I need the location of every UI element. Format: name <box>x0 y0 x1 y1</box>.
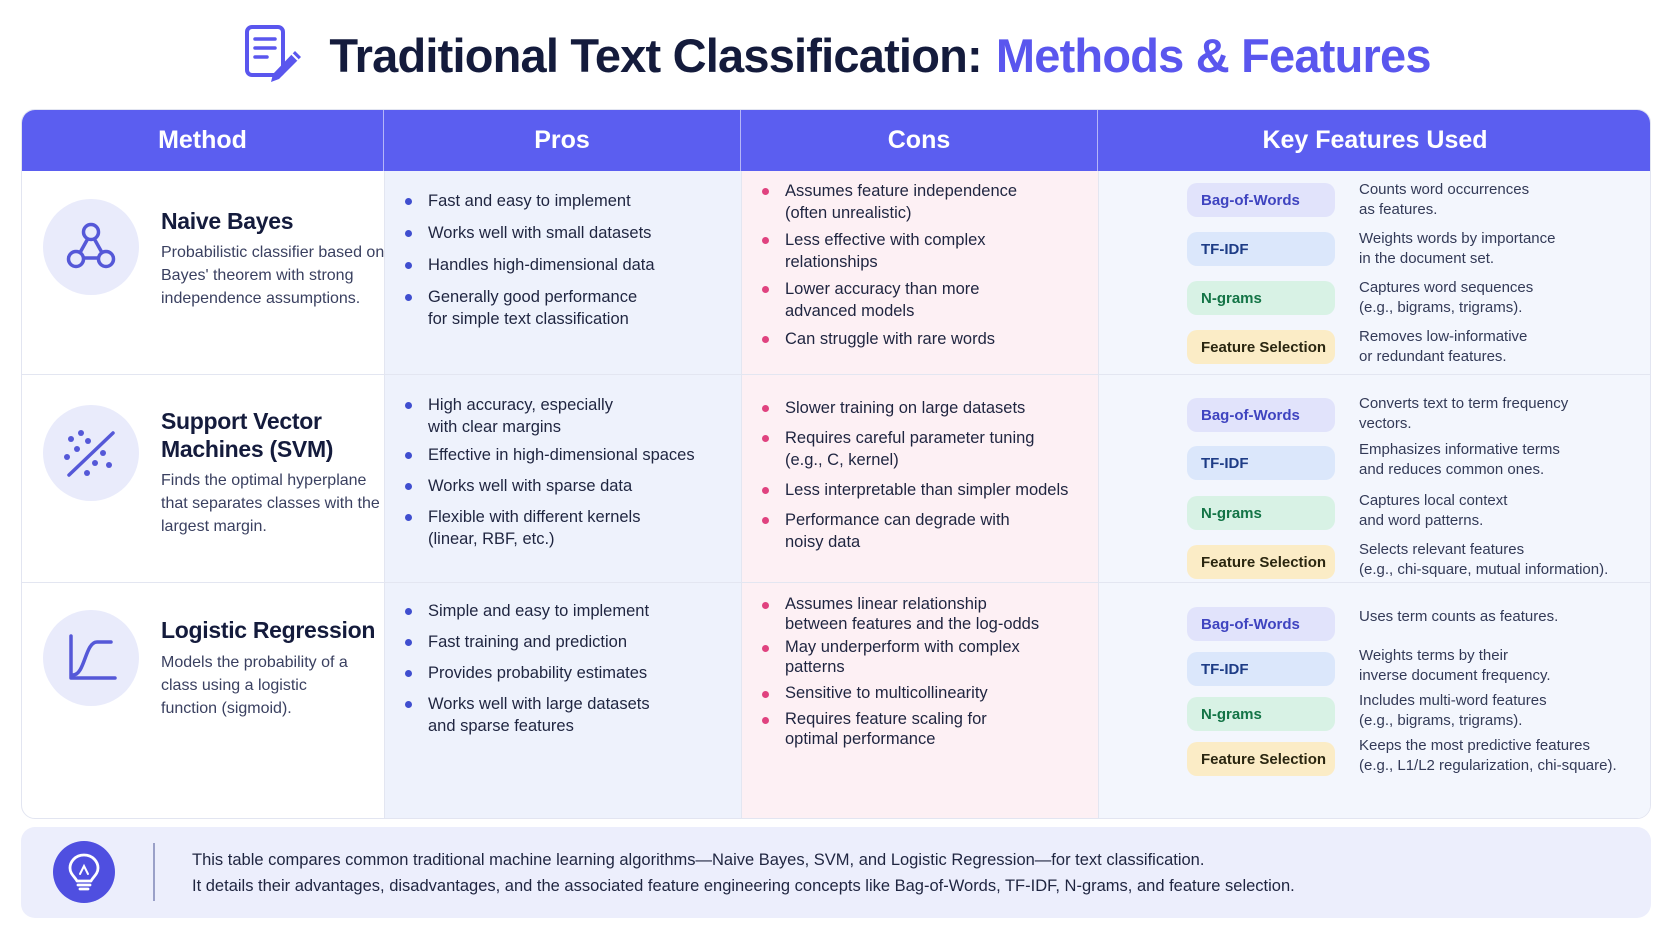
list-item: Effective in high-dimensional spaces <box>402 444 737 466</box>
list-item: Handles high-dimensional data <box>402 254 732 276</box>
feature-pill-tf-idf: TF-IDF <box>1187 652 1335 686</box>
pros-list <box>402 190 732 330</box>
cons-list <box>759 397 1094 553</box>
feature-description: Weights words by importance in the document set. <box>1359 230 1556 267</box>
list-item: Works well with small datasets <box>402 222 732 244</box>
list-item: High accuracy, especially with clear margins <box>402 394 737 438</box>
feature-description: Counts word occurrences as features. <box>1359 181 1530 218</box>
list-item: Requires careful parameter tuning (e.g., C, kernel) <box>759 427 1094 471</box>
feature-row <box>1187 541 1627 584</box>
sigmoid-curve-icon <box>43 610 139 706</box>
list-item: Simple and easy to implement <box>402 600 737 622</box>
feature-description: Removes low-informative or redundant features. <box>1359 328 1528 365</box>
list-item: Less effective with complex relationships <box>759 229 1094 273</box>
row-divider <box>22 374 1650 375</box>
list-item: Can struggle with rare words <box>759 328 1094 350</box>
list-item: Sensitive to multicollinearity <box>759 683 1094 703</box>
footer-divider <box>153 843 155 901</box>
feature-row <box>1187 396 1627 436</box>
method-description: Probabilistic classifier based on Bayes' theorem with strong independence assumptions. <box>161 244 385 307</box>
method-name-svm: Support Vector Machines (SVM) <box>161 408 334 462</box>
footer-line-2: It details their advantages, disadvantages, and the associated feature engineering concepts like Bag-of-Words, TF-IDF, N-grams, and feature selection. <box>192 877 1295 895</box>
feature-description: Captures word sequences (e.g., bigrams, trigrams). <box>1359 279 1534 316</box>
cons-list <box>759 594 1094 749</box>
feature-pill-tf-idf: TF-IDF <box>1187 446 1335 480</box>
feature-description: Emphasizes informative terms and reduces common ones. <box>1359 441 1560 478</box>
feature-pill-bag-of-words: Bag-of-Words <box>1187 607 1335 641</box>
header-method: Method <box>22 110 384 171</box>
column-divider <box>1098 171 1099 818</box>
header-key-features: Key Features Used <box>1262 126 1488 154</box>
cons-list <box>759 180 1094 350</box>
feature-pill-bag-of-words: Bag-of-Words <box>1187 183 1335 217</box>
feature-row <box>1187 278 1627 318</box>
feature-pill-n-grams: N-grams <box>1187 697 1335 731</box>
table-header <box>22 110 1650 171</box>
lightbulb-icon <box>53 841 115 903</box>
list-item: May underperform with complex patterns <box>759 637 1094 677</box>
feature-description: Weights terms by their inverse document frequency. <box>1359 647 1551 684</box>
feature-row <box>1187 327 1627 367</box>
list-item: Lower accuracy than more advanced models <box>759 278 1094 322</box>
feature-pill-feature-selection: Feature Selection <box>1187 742 1335 776</box>
feature-pill-feature-selection: Feature Selection <box>1187 330 1335 364</box>
list-item: Fast and easy to implement <box>402 190 732 212</box>
document-edit-icon <box>241 22 307 88</box>
method-description: Models the probability of a class using a logistic function (sigmoid). <box>161 654 348 717</box>
list-item: Provides probability estimates <box>402 662 737 684</box>
feature-row <box>1187 607 1627 647</box>
feature-description: Captures local context and word patterns. <box>1359 492 1508 529</box>
feature-row <box>1187 180 1627 220</box>
header-pros: Pros <box>384 110 741 171</box>
list-item: Works well with large datasets and sparse features <box>402 693 737 737</box>
feature-row <box>1187 737 1627 782</box>
pros-list <box>402 600 737 737</box>
list-item: Requires feature scaling for optimal performance <box>759 709 1094 749</box>
method-description: Finds the optimal hyperplane that separates classes with the largest margin. <box>161 472 380 535</box>
list-item: Assumes feature independence (often unrealistic) <box>759 180 1094 224</box>
feature-pill-tf-idf: TF-IDF <box>1187 232 1335 266</box>
feature-pill-feature-selection: Feature Selection <box>1187 545 1335 579</box>
feature-description: Includes multi-word features (e.g., bigrams, trigrams). <box>1359 692 1547 729</box>
list-item: Assumes linear relationship between features and the log-odds <box>759 594 1094 634</box>
feature-description: Keeps the most predictive features (e.g., L1/L2 regularization, chi-square). <box>1359 737 1617 774</box>
feature-row <box>1187 647 1627 692</box>
feature-description: Selects relevant features (e.g., chi-square, mutual information). <box>1359 541 1609 578</box>
footer-line-1: This table compares common traditional machine learning algorithms—Naive Bayes, SVM, and Logistic Regression—for text classification. <box>192 851 1205 869</box>
pros-list <box>402 394 737 550</box>
feature-row <box>1187 229 1627 269</box>
list-item: Generally good performance for simple text classification <box>402 286 732 330</box>
method-name-naive-bayes: Naive Bayes <box>161 208 294 234</box>
feature-pill-bag-of-words: Bag-of-Words <box>1187 398 1335 432</box>
list-item: Less interpretable than simpler models <box>759 479 1094 501</box>
hyperplane-scatter-icon <box>43 405 139 501</box>
list-item: Works well with sparse data <box>402 475 737 497</box>
summary-footer <box>21 827 1651 918</box>
feature-row <box>1187 692 1627 737</box>
network-triangle-icon <box>43 199 139 295</box>
column-divider <box>741 171 742 818</box>
feature-row <box>1187 492 1627 535</box>
feature-row <box>1187 441 1627 485</box>
feature-description: Uses term counts as features. <box>1359 608 1559 625</box>
page-title-row <box>0 20 1672 90</box>
list-item: Flexible with different kernels (linear, RBF, etc.) <box>402 506 737 550</box>
method-name-logistic-regression: Logistic Regression <box>161 617 376 643</box>
list-item: Fast training and prediction <box>402 631 737 653</box>
footer-text <box>192 847 1295 899</box>
feature-pill-n-grams: N-grams <box>1187 496 1335 530</box>
feature-description: Converts text to term frequency vectors. <box>1359 395 1569 432</box>
list-item: Slower training on large datasets <box>759 397 1094 419</box>
header-cons: Cons <box>741 110 1098 171</box>
page-title-accent: Methods & Features <box>995 28 1431 82</box>
page-title: Traditional Text Classification: <box>329 28 982 82</box>
feature-pill-n-grams: N-grams <box>1187 281 1335 315</box>
list-item: Performance can degrade with noisy data <box>759 509 1094 553</box>
